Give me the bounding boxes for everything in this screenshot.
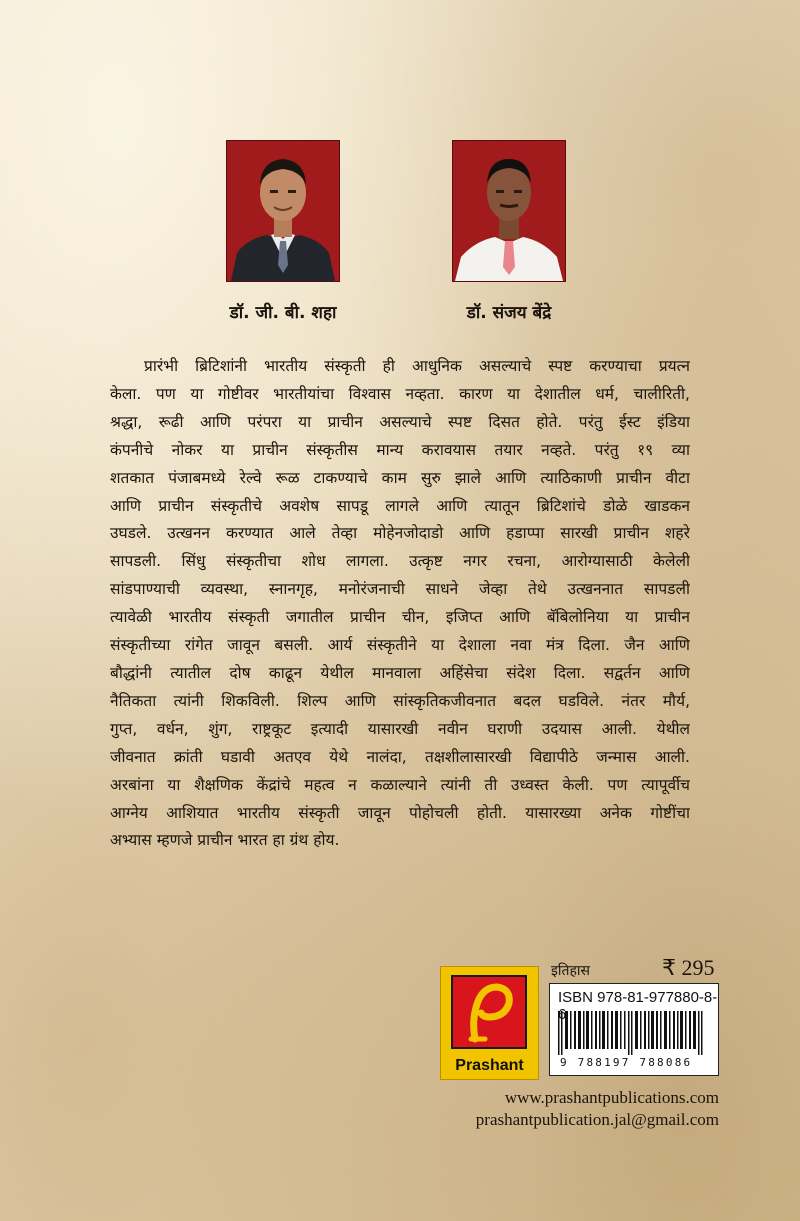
blurb-line: श्रद्धा, रूढी आणि परंपरा या प्राचीन असल्याचे स्पष्ट दिसत होते. परंतु ईस्ट इंडिया	[110, 412, 690, 431]
genre-label: इतिहास	[551, 963, 591, 979]
blurb-line: कंपनीचे नोकर या प्राचीन संस्कृतीस मान्य करावयास तयार नव्हते. परंतु १९ व्या	[110, 440, 690, 459]
blurb-line: सांडपाण्याची व्यवस्था, स्नानगृह, मनोरंजनाची साधने जेव्हा तेथे उत्खननात सापडली	[110, 580, 690, 599]
isbn-barcode-box	[549, 983, 719, 1076]
blurb-line: उघडले. उत्खनन करण्यात आले तेव्हा मोहेनजोदाडो आणि हडाप्पा सारखी प्राचीन शहरे	[110, 524, 690, 543]
blurb-line: आणि प्राचीन संस्कृतीचे अवशेष सापडू लागले आणि त्यातून ब्रिटिशांचे डोळे खाडकन	[110, 496, 690, 515]
barcode-icon	[556, 1011, 712, 1055]
author-photo-2	[453, 141, 565, 281]
blurb-line: आग्नेय आशियात भारतीय संस्कृती जावून पोहोचली होती. यासारख्या अनेक गोष्टींचा	[110, 803, 690, 822]
blurb-line: प्रारंभी ब्रिटिशांनी भारतीय संस्कृती ही आधुनिक असल्याचे स्पष्ट करण्याचा प्रयत्न	[144, 357, 690, 375]
author-name-2: डॉ. संजय बेंद्रे	[466, 303, 552, 323]
author-portrait-1	[227, 141, 339, 281]
publisher-website: www.prashantpublications.com	[504, 1088, 719, 1107]
blurb-line: संस्कृतीच्या रांगेत जावून बसली. आर्य संस्कृतीने या देशाला नवा मंत्र दिला. जैन आणि	[110, 636, 690, 655]
blurb-line: त्यावेळी भारतीय संस्कृती जगातील प्राचीन चीन, इजिप्त आणि बॅबिलोनिया या प्राचीन	[110, 608, 690, 627]
publisher-logo	[440, 966, 539, 1080]
author-name-1: डॉ. जी. बी. शहा	[229, 303, 337, 323]
blurb-line: अरबांना या शैक्षणिक केंद्रांचे महत्व न कळाल्याने त्यांनी ती उध्वस्त केली. पण त्यापूर्वीच	[110, 775, 690, 794]
blurb-line: बौद्धांनी त्यातील दोष काढून येथील मानवाला अहिंसेचा संदेश दिला. सद्वर्तन आणि	[110, 663, 690, 682]
isbn-number: ISBN 978-81-977880-8-	[558, 989, 718, 1006]
author-portrait-2	[453, 141, 565, 281]
blurb-paragraph	[110, 353, 690, 855]
publisher-email: prashantpublication.jal@gmail.com	[475, 1110, 719, 1129]
blurb-line: शतकात पंजाबमध्ये रेल्वे रूळ टाकण्याचे काम सुरु झाले आणि त्याठिकाणी प्राचीन वीटा	[110, 468, 690, 487]
blurb-line: सापडली. सिंधु संस्कृतीचा शोध लागला. उत्कृष्ट नगर रचना, आरोग्यासाठी केलेली	[110, 552, 690, 571]
blurb-line: केला. पण या गोष्टीवर भारतीयांचा विश्वास नव्हता. कारण या देशातील धर्म, चालीरिती,	[110, 384, 690, 403]
logo-p-icon	[453, 977, 525, 1047]
blurb-line: नैतिकता त्यांनी शिकविली. शिल्प आणि सांस्कृतिकजीवनात बदल घडविले. नंतर मौर्य,	[110, 691, 690, 710]
publisher-logo-mark	[451, 975, 527, 1049]
blurb-line: गुप्त, वर्धन, शुंग, राष्ट्रकूट इत्यादी यासारखी नवीन घराणी उदयास आली. येथील	[110, 719, 690, 738]
publisher-name: Prashant	[455, 1057, 524, 1074]
blurb-line: अभ्यास म्हणजे प्राचीन भारत हा ग्रंथ होय.	[110, 831, 340, 850]
blurb-line: जीवनात क्रांती घडावी अतएव येथे नालंदा, तक्षशीलासारखी विद्यापीठे जन्मास आली.	[110, 747, 690, 766]
price-label: ₹ 295	[662, 955, 715, 980]
author-photo-1	[227, 141, 339, 281]
barcode-digits: 9 788197 788086	[560, 1056, 693, 1069]
